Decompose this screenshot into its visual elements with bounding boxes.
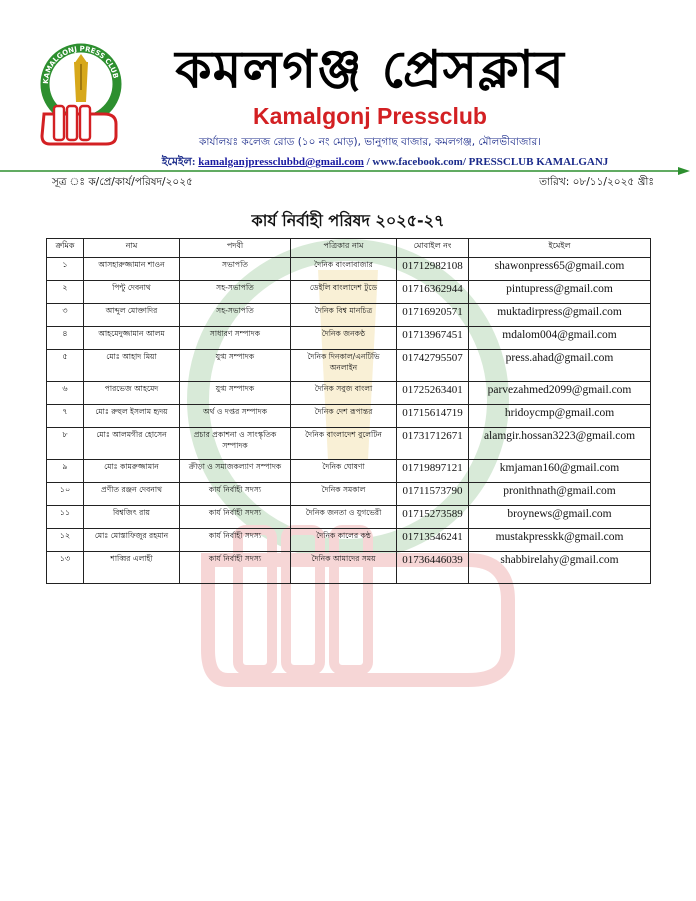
col-serial: ক্রমিক xyxy=(47,239,84,258)
cell-newspaper: দৈনিক বিশ্ব মানচিত্র xyxy=(291,304,397,327)
cell-mobile: 01713967451 xyxy=(397,327,469,350)
email-label: ইমেইল: xyxy=(161,156,196,168)
cell-newspaper: দৈনিক আমাদের সময় xyxy=(291,552,397,584)
issue-date: তারিখ: ০৮/১১/২০২৫ খ্রীঃ xyxy=(539,176,654,188)
table-row xyxy=(47,529,651,552)
cell-serial: ১৩ xyxy=(47,552,84,584)
table-row xyxy=(47,258,651,281)
cell-newspaper: দৈনিক সমকাল xyxy=(291,483,397,506)
cell-name: পিন্টু দেবনাথ xyxy=(84,281,180,304)
col-mobile: মোবাইল নং xyxy=(397,239,469,258)
table-row xyxy=(47,350,651,382)
cell-designation: কার্য নির্বাহী সদস্য xyxy=(180,552,291,584)
table-row xyxy=(47,483,651,506)
cell-name: মোঃ রুহুল ইসলাম হৃদয় xyxy=(84,405,180,428)
cell-serial: ২ xyxy=(47,281,84,304)
table-row xyxy=(47,506,651,529)
cell-serial: ৪ xyxy=(47,327,84,350)
cell-designation: অর্থ ও দপ্তর সম্পাদক xyxy=(180,405,291,428)
cell-mobile: 01725263401 xyxy=(397,382,469,405)
cell-name: মোঃ মোস্তাফিজুর রহমান xyxy=(84,529,180,552)
cell-mobile: 01742795507 xyxy=(397,350,469,382)
cell-newspaper: দৈনিক দেশ রূপান্তর xyxy=(291,405,397,428)
cell-mobile: 01736446039 xyxy=(397,552,469,584)
svg-text:✱: ✱ xyxy=(42,90,48,98)
cell-email: shawonpress65@gmail.com xyxy=(469,258,651,281)
cell-designation: সভাপতি xyxy=(180,258,291,281)
cell-mobile: 01719897121 xyxy=(397,460,469,483)
svg-text:✱: ✱ xyxy=(113,90,119,98)
col-email: ইমেইল xyxy=(469,239,651,258)
cell-newspaper: দৈনিক ঘোষণা xyxy=(291,460,397,483)
cell-designation: প্রচার প্রকাশনা ও সাংস্কৃতিক সম্পাদক xyxy=(180,428,291,460)
club-title-bangla: কমলগঞ্জ প্রেসক্লাব xyxy=(175,40,565,100)
cell-designation: কার্য নির্বাহী সদস্য xyxy=(180,506,291,529)
logo-ring-text: KAMALGONJ PRESS CLUB xyxy=(41,44,120,85)
cell-serial: ১২ xyxy=(47,529,84,552)
cell-name: মোঃ আহাদ মিয়া xyxy=(84,350,180,382)
cell-name: প্রণীত রঞ্জন দেবনাথ xyxy=(84,483,180,506)
cell-email: muktadirpress@gmail.com xyxy=(469,304,651,327)
email-link[interactable]: kamalganjpressclubbd@gmail.com xyxy=(198,156,364,168)
col-designation: পদবী xyxy=(180,239,291,258)
cell-email: press.ahad@gmail.com xyxy=(469,350,651,382)
cell-name: আহমেদুজ্জামান আলম xyxy=(84,327,180,350)
cell-name: আব্দুল মোক্তাদির xyxy=(84,304,180,327)
cell-serial: ৮ xyxy=(47,428,84,460)
table-row xyxy=(47,281,651,304)
committee-heading: কার্য নির্বাহী পরিষদ ২০২৫-২৭ xyxy=(251,211,445,230)
cell-email: kmjaman160@gmail.com xyxy=(469,460,651,483)
cell-name: মোঃ কামরুজ্জামান xyxy=(84,460,180,483)
cell-mobile: 01715614719 xyxy=(397,405,469,428)
col-name: নাম xyxy=(84,239,180,258)
cell-designation: যুগ্ম সম্পাদক xyxy=(180,382,291,405)
cell-newspaper: দৈনিক কালের কন্ঠ xyxy=(291,529,397,552)
table-row xyxy=(47,552,651,584)
table-row xyxy=(47,327,651,350)
table-row xyxy=(47,405,651,428)
cell-designation: কার্য নির্বাহী সদস্য xyxy=(180,529,291,552)
facebook-link[interactable]: / www.facebook.com/ PRESSCLUB KAMALGANJ xyxy=(366,156,609,168)
cell-mobile: 01712982108 xyxy=(397,258,469,281)
cell-email: parvezahmed2099@gmail.com xyxy=(469,382,651,405)
cell-serial: ৩ xyxy=(47,304,84,327)
cell-newspaper: দৈনিক বাংলাদেশ বুলেটিন xyxy=(291,428,397,460)
cell-designation: সহ-সভাপতি xyxy=(180,281,291,304)
cell-mobile: 01731712671 xyxy=(397,428,469,460)
cell-mobile: 01716362944 xyxy=(397,281,469,304)
cell-email: alamgir.hossan3223@gmail.com xyxy=(469,428,651,460)
cell-mobile: 01716920571 xyxy=(397,304,469,327)
office-address: কার্যালয়ঃ কলেজ রোড (১০ নং মোড়), ভানুগাছ বাজার, কমলগঞ্জ, মৌলভীবাজার। xyxy=(199,136,541,148)
table-header-row xyxy=(47,239,651,258)
cell-email: hridoycmp@gmail.com xyxy=(469,405,651,428)
cell-newspaper: দৈনিক সবুজ বাংলা xyxy=(291,382,397,405)
cell-serial: ৯ xyxy=(47,460,84,483)
cell-email: broynews@gmail.com xyxy=(469,506,651,529)
cell-newspaper: দৈনিক বাংলাবাজার xyxy=(291,258,397,281)
cell-mobile: 01711573790 xyxy=(397,483,469,506)
cell-serial: ৭ xyxy=(47,405,84,428)
col-newspaper: পত্রিকার নাম xyxy=(291,239,397,258)
table-row xyxy=(47,382,651,405)
cell-email: pintupress@gmail.com xyxy=(469,281,651,304)
cell-mobile: 01713546241 xyxy=(397,529,469,552)
cell-newspaper: দৈনিক দিনকাল/এনটিভি অনলাইন xyxy=(291,350,397,382)
table-row xyxy=(47,304,651,327)
cell-serial: ১১ xyxy=(47,506,84,529)
club-title-english: Kamalgonj Pressclub xyxy=(253,103,487,129)
table-row xyxy=(47,428,651,460)
cell-email: shabbirelahy@gmail.com xyxy=(469,552,651,584)
cell-designation: ক্রীড়া ও সমাজকল্যাণ সম্পাদক xyxy=(180,460,291,483)
cell-serial: ৫ xyxy=(47,350,84,382)
cell-newspaper: দৈনিক জনকণ্ঠ xyxy=(291,327,397,350)
cell-newspaper: দৈনিক জনতা ও যুগভেরী xyxy=(291,506,397,529)
cell-mobile: 01715273589 xyxy=(397,506,469,529)
cell-email: mdalom004@gmail.com xyxy=(469,327,651,350)
cell-email: pronithnath@gmail.com xyxy=(469,483,651,506)
cell-designation: সহ-সভাপতি xyxy=(180,304,291,327)
cell-serial: ১০ xyxy=(47,483,84,506)
table-row xyxy=(47,460,651,483)
cell-name: বিশ্বজিৎ রায় xyxy=(84,506,180,529)
committee-table xyxy=(46,238,651,584)
cell-newspaper: ডেইলি বাংলাদেশ টুডে xyxy=(291,281,397,304)
cell-serial: ১ xyxy=(47,258,84,281)
cell-name: পারভেজ আহমেদ xyxy=(84,382,180,405)
cell-email: mustakpresskk@gmail.com xyxy=(469,529,651,552)
cell-name: মোঃ আলমগীর হোসেন xyxy=(84,428,180,460)
press-club-logo xyxy=(38,40,124,146)
cell-name: আসহারুজ্জামান শাওন xyxy=(84,258,180,281)
cell-name: শাব্বির এলাহী xyxy=(84,552,180,584)
cell-designation: কার্য নির্বাহী সদস্য xyxy=(180,483,291,506)
cell-serial: ৬ xyxy=(47,382,84,405)
cell-designation: যুগ্ম সম্পাদক xyxy=(180,350,291,382)
reference-number: সূত্র ঃ ক/প্রে/কার্য/পরিষদ/২০২৫ xyxy=(52,176,193,188)
cell-designation: সাধারণ সম্পাদক xyxy=(180,327,291,350)
